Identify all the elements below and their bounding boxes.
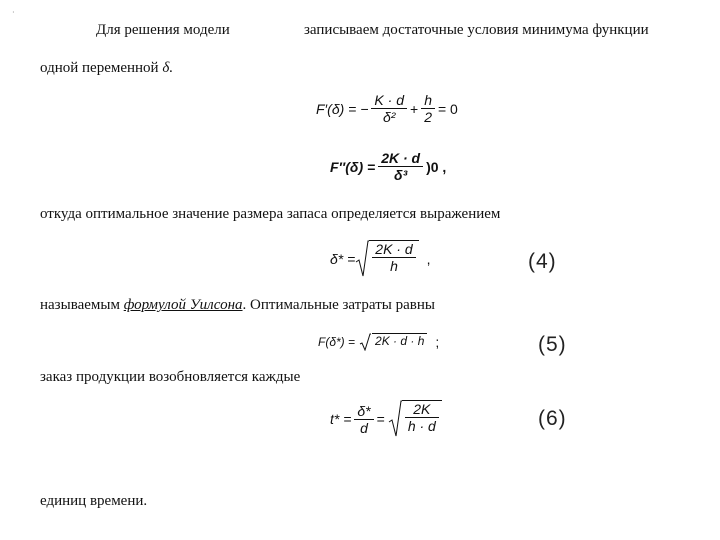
eq4-radicand: 2K · d · h — [372, 333, 427, 351]
text-line-3: откуда оптимальное значение размера запаса определяется выражением — [40, 206, 501, 222]
sqrt-sign-icon — [358, 333, 372, 351]
equation-label-5: (5) — [538, 333, 567, 356]
eq4-semicolon: ; — [435, 334, 440, 350]
eq3-lhs: δ* = — [330, 251, 356, 267]
equation-label-4: (4) — [528, 250, 557, 273]
equation-label-6: (6) — [538, 407, 567, 430]
text-line-2 — [40, 60, 173, 77]
eq3-sqrt — [355, 240, 418, 278]
eq5-lhs: t* = — [330, 411, 352, 427]
eq1-rhs: = 0 — [437, 100, 458, 117]
corner-mark: · — [12, 8, 15, 17]
eq1-plus: + — [410, 100, 419, 117]
eq2-fraction — [378, 150, 423, 183]
eq3-comma: , — [426, 251, 431, 267]
equation-first-derivative — [316, 92, 458, 125]
eq1-den1: δ² — [371, 108, 407, 125]
eq5-num1: δ* — [357, 402, 371, 419]
eq4-lhs: F(δ*) = — [318, 335, 356, 349]
eq2-den: δ³ — [378, 166, 423, 183]
eq1-num2: h — [424, 92, 432, 108]
text-line-5: заказ продукции возобновляется каждые — [40, 369, 301, 385]
eq1-fraction-1 — [371, 92, 407, 125]
text-line-4-pre: называемым — [40, 297, 120, 313]
eq2-rhs: )0 , — [426, 158, 447, 175]
eq5-sqrt — [388, 400, 442, 438]
eq4-sqrt — [358, 333, 427, 351]
eq3-den: h — [372, 257, 415, 274]
eq5-fraction-1 — [354, 403, 373, 436]
equation-second-derivative — [330, 150, 446, 183]
eq5-den2: h · d — [405, 417, 439, 434]
eq5-num2: 2K — [413, 401, 431, 417]
text-line-4-formula-name: формулой Уилсона — [123, 297, 243, 313]
eq1-den2: 2 — [421, 108, 435, 125]
eq1-fraction-2 — [421, 92, 435, 125]
eq5-equals: = — [376, 411, 385, 427]
eq2-lhs: F″(δ) = — [330, 158, 376, 175]
text-line-4-post: . Оптимальные затраты равны — [242, 297, 435, 313]
text-line-2-var: δ. — [162, 60, 174, 76]
text-line-2-main: одной переменной — [40, 60, 159, 76]
text-line-6: единиц времени. — [40, 493, 148, 509]
eq3-fraction — [369, 240, 418, 278]
equation-optimal-stock — [330, 240, 431, 278]
equation-optimal-cost — [318, 333, 439, 351]
sqrt-sign-icon — [355, 240, 369, 278]
text-line-1a: Для решения модели — [96, 22, 230, 38]
text-line-4 — [40, 297, 435, 314]
eq1-lhs: F′(δ) = − — [316, 100, 369, 117]
eq3-num: 2K · d — [375, 241, 413, 257]
eq1-num1: K · d — [374, 92, 404, 108]
eq2-num: 2K · d — [381, 150, 421, 166]
eq5-fraction-2 — [402, 400, 442, 438]
eq5-den1: d — [354, 419, 373, 436]
text-line-1b: записываем достаточные условия минимума функции — [304, 22, 649, 38]
equation-reorder-period — [330, 400, 442, 438]
sqrt-sign-icon — [388, 400, 402, 438]
